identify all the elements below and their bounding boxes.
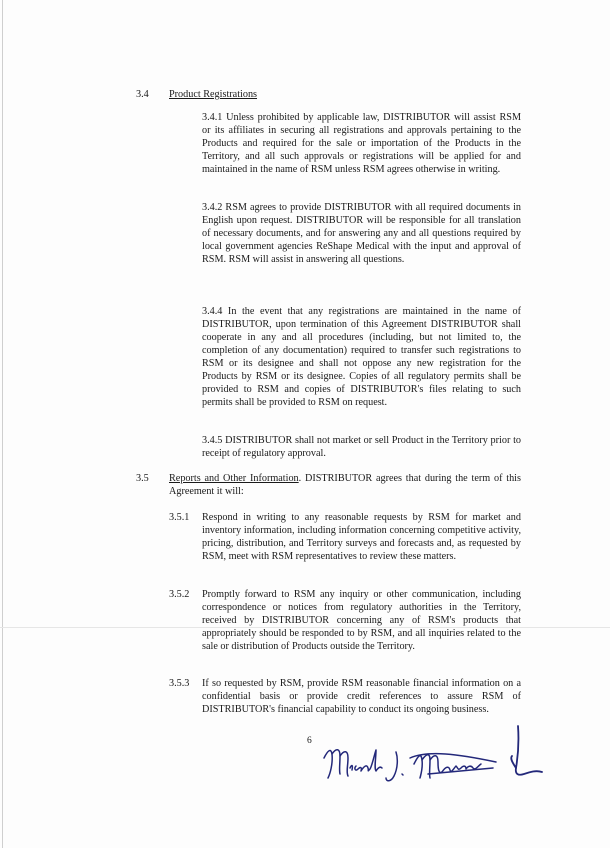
- section-3-5-intro-text: . DISTRIBUTOR agrees that during the term of this Agreement it will:: [169, 473, 521, 497]
- paragraph-3-4-5: 3.4.5 DISTRIBUTOR shall not market or sell Product in the Territory prior to receipt of regulatory approval.: [202, 435, 521, 459]
- item-text-3-5-1: Respond in writing to any reasonable requests by RSM for market and inventory information, including information concerning competitive activity, pricing, distribution, and Territory surveys and forecasts and, as requested by RSM, meet with RSM representatives to review these matters.: [202, 512, 521, 562]
- scan-edge: [2, 0, 3, 848]
- section-3-5-intro: [169, 472, 521, 498]
- section-number-3-4: 3.4: [136, 89, 149, 100]
- page-number: 6: [307, 736, 312, 746]
- paragraph-3-4-2: 3.4.2 RSM agrees to provide DISTRIBUTOR with all required documents in English upon request. DISTRIBUTOR will be responsible for all translation of necessary documents, and for answering any and all questions required by local government agencies ReShape Medical with the input and approval of RSM. RSM will assist in answering all questions.: [202, 202, 521, 265]
- item-text-3-5-2: Promptly forward to RSM any inquiry or other communication, including correspondence or notices from regulatory authorities in the Territory, received by DISTRIBUTOR concerning any of RSM's products that appropriately should be responded to by RSM, and all inquiries related to the sale or distribution of Products outside the Territory.: [202, 589, 521, 652]
- item-number-3-5-1: 3.5.1: [169, 512, 190, 523]
- item-text-3-5-3: If so requested by RSM, provide RSM reasonable financial information on a confidential basis or provide credit references to assure RSM of DISTRIBUTOR's financial capability to conduct its ongoing business.: [202, 678, 521, 715]
- section-heading-product-registrations: Product Registrations: [169, 89, 258, 100]
- section-number-3-5: 3.5: [136, 473, 149, 484]
- handwritten-initials-icon: [506, 722, 546, 780]
- handwritten-signature-icon: [318, 738, 500, 788]
- paragraph-3-4-4: 3.4.4 In the event that any registrations are maintained in the name of DISTRIBUTOR, upon termination of this Agreement DISTRIBUTOR shall cooperate in any and all procedures (including, but not limited to, the completion of any documentation) required to transfer such registrations to RSM or its designee and shall not oppose any new registration for the Products by RSM or its designee. Copies of all regulatory permits shall be provided to RSM and copies of DISTRIBUTOR's files relating to such permits shall be provided to RSM on request.: [202, 306, 521, 408]
- section-heading-reports: Reports and Other Information: [169, 473, 299, 484]
- paragraph-3-4-1: 3.4.1 Unless prohibited by applicable law, DISTRIBUTOR will assist RSM or its affiliates in securing all registrations and approvals pertaining to the Products and required for the sale or importation of the Products in the Territory, and all such approvals or registrations will be applied for and maintained in the name of RSM unless RSM agrees otherwise in writing.: [202, 112, 521, 175]
- item-number-3-5-3: 3.5.3: [169, 678, 190, 689]
- item-number-3-5-2: 3.5.2: [169, 589, 190, 600]
